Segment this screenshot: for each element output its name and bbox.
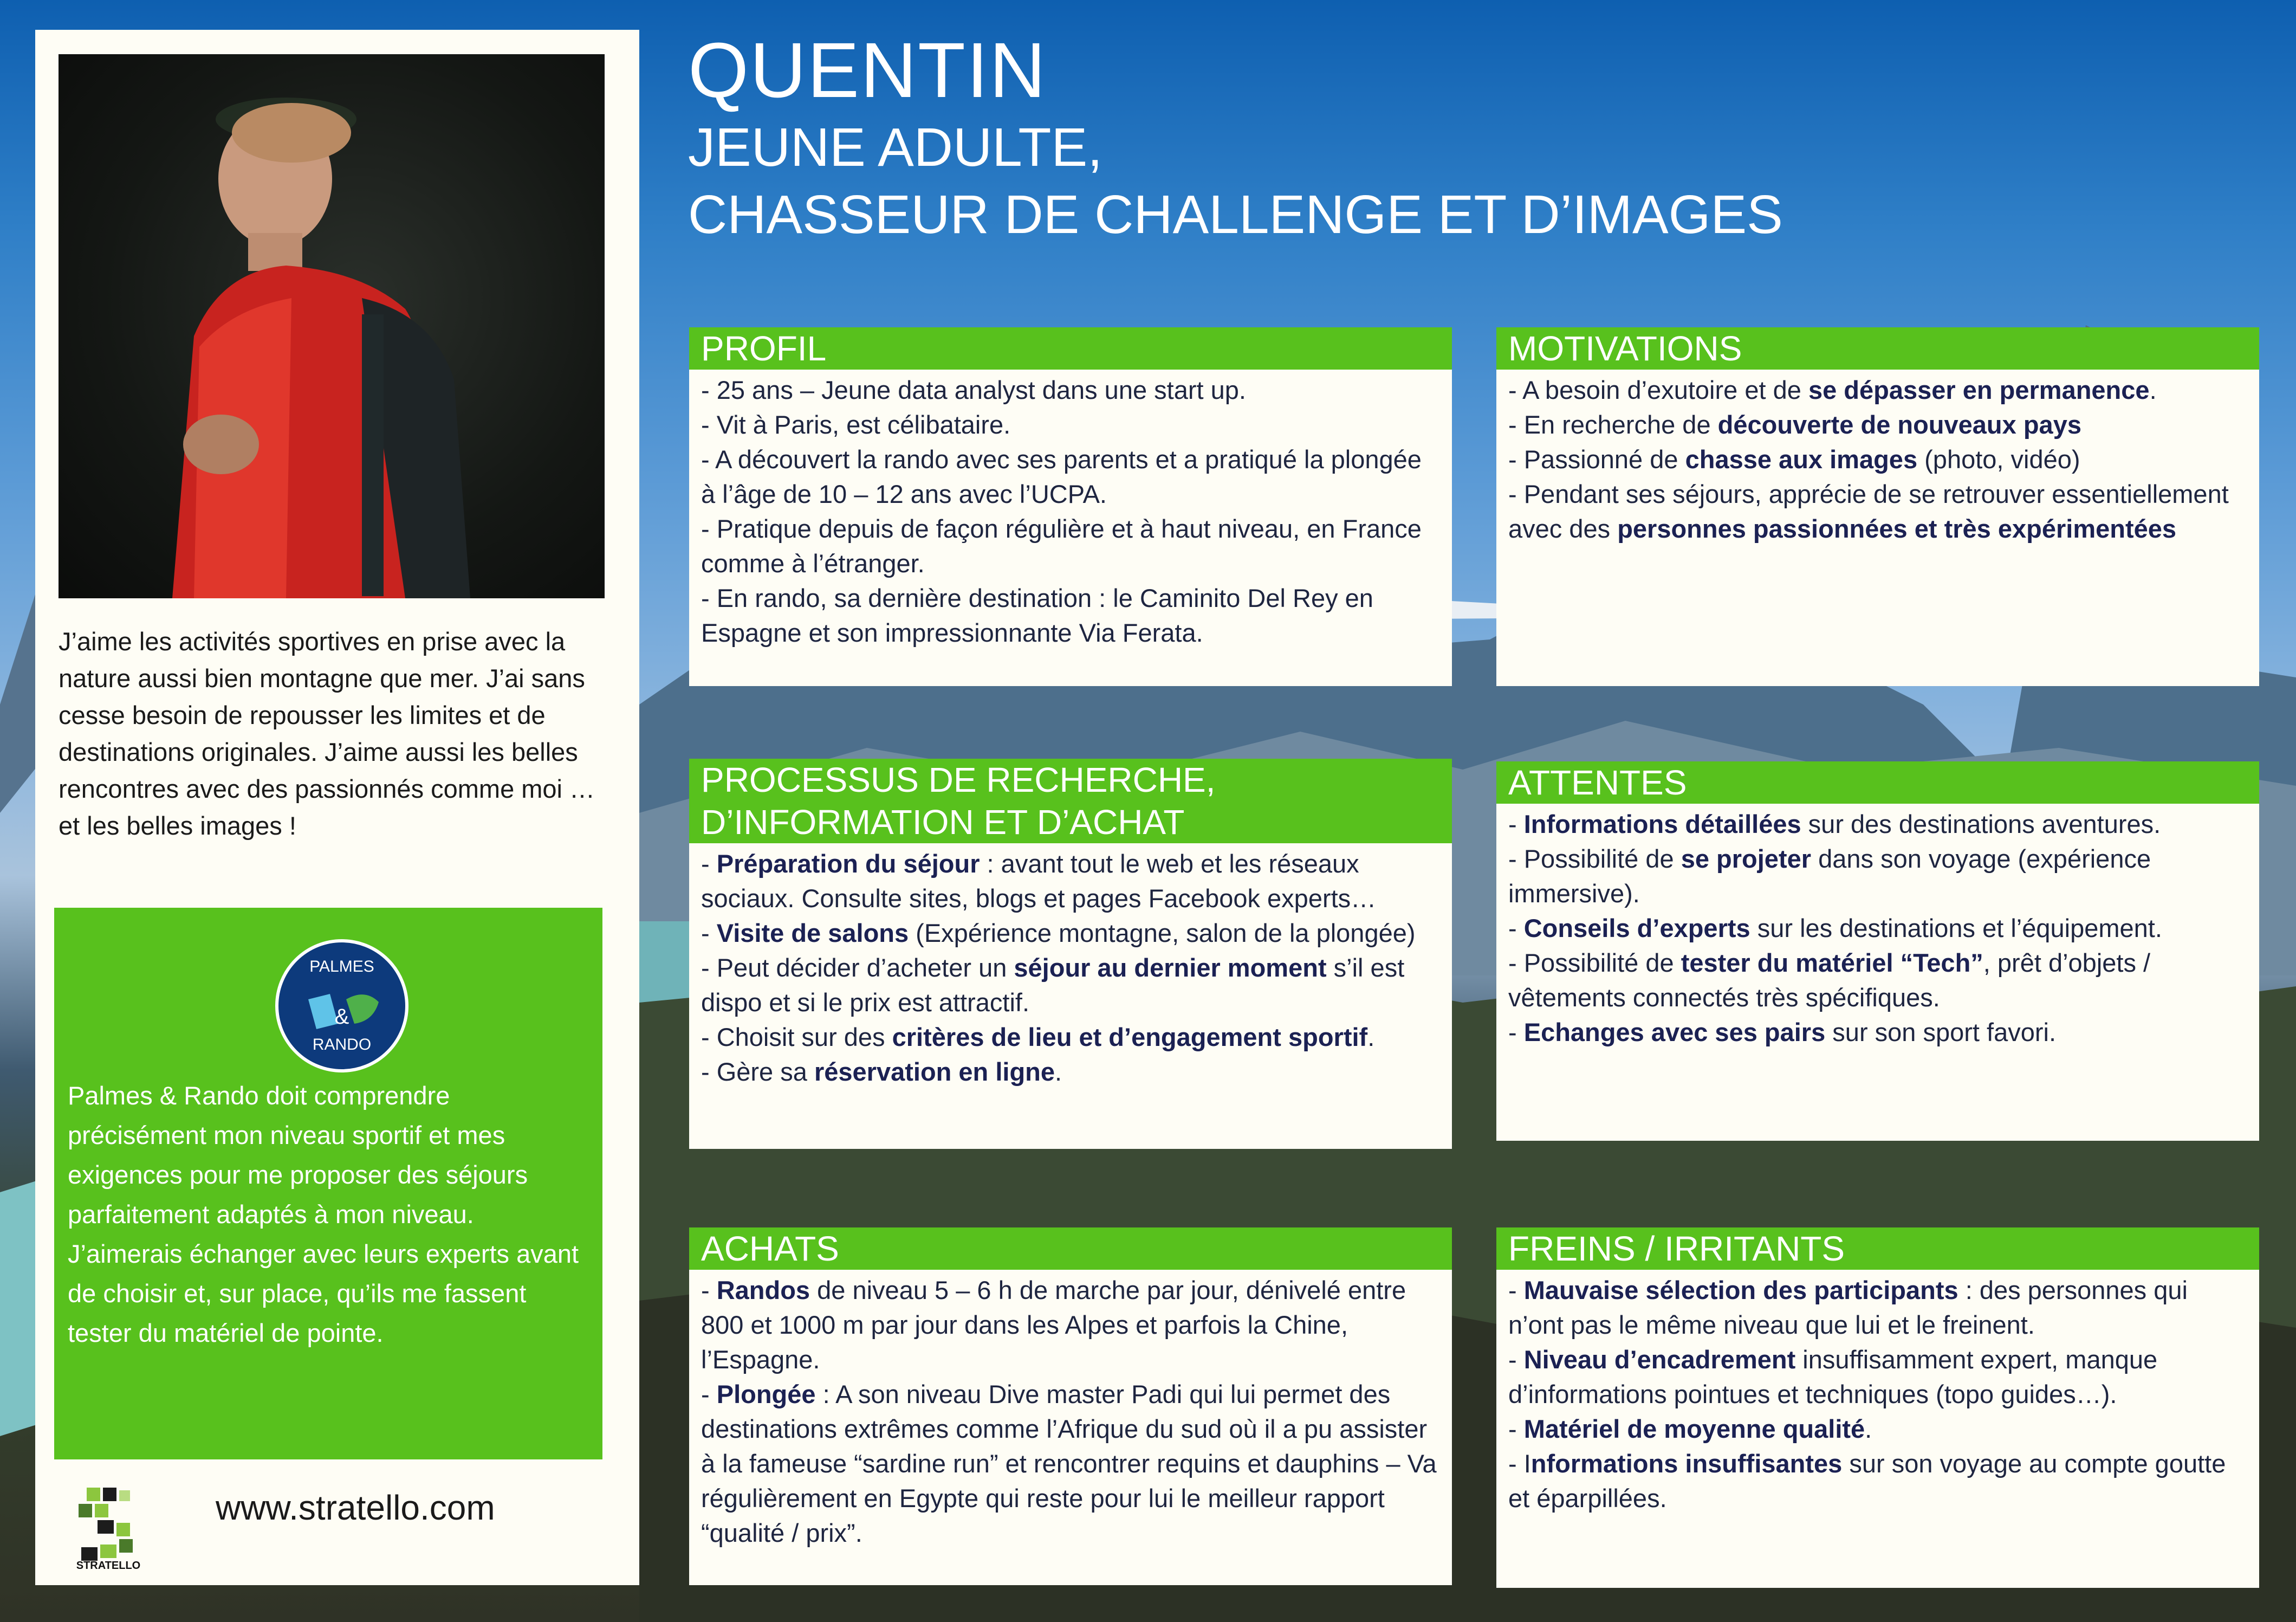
card-achats-body — [689, 1270, 1452, 1550]
card-motivations-title: MOTIVATIONS — [1496, 327, 2259, 370]
attente-item: - Echanges avec ses pairs sur son sport favori. — [1508, 1018, 2057, 1046]
attente-item: - Possibilité de tester du matériel “Tech”, prêt d’objets / vêtements connectés très spécifiques. — [1508, 948, 2151, 1012]
profil-line: - Vit à Paris, est célibataire. — [701, 410, 1011, 439]
processus-item: - Visite de salons (Expérience montagne, salon de la plongée) — [701, 919, 1416, 947]
card-profil — [689, 327, 1452, 686]
card-achats — [689, 1227, 1452, 1585]
frein-item: - Matériel de moyenne qualité. — [1508, 1414, 1872, 1443]
profil-line: - A découvert la rando avec ses parents et a pratiqué la plongée à l’âge de 10 – 12 ans avec l’UCPA. — [701, 445, 1422, 508]
logo-ampersand: & — [334, 1005, 349, 1029]
motivation-item: - Passionné de chasse aux images (photo, vidéo) — [1508, 445, 2080, 474]
frein-item: - Mauvaise sélection des participants : des personnes qui n’ont pas le même niveau que lui et le freinent. — [1508, 1276, 2188, 1339]
processus-item: - Peut décider d’acheter un séjour au dernier moment s’il est dispo et si le prix est attractif. — [701, 953, 1405, 1017]
card-motivations-body — [1496, 370, 2259, 546]
card-attentes-body — [1496, 804, 2259, 1050]
persona-subtitle-line1: JEUNE ADULTE, — [688, 117, 1102, 178]
frein-item: - Informations insuffisantes sur son voyage au compte goutte et éparpillées. — [1508, 1449, 2226, 1513]
portrait-photo — [59, 54, 605, 598]
attente-item: - Possibilité de se projeter dans son voyage (expérience immersive). — [1508, 844, 2151, 908]
motivation-item: - Pendant ses séjours, apprécie de se retrouver essentiellement avec des personnes passionnées et très expérimentées — [1508, 480, 2229, 543]
profil-line: - Pratique depuis de façon régulière et à haut niveau, en France comme à l’étranger. — [701, 514, 1422, 578]
processus-item: - Choisit sur des critères de lieu et d’engagement sportif. — [701, 1023, 1375, 1051]
achat-item: - Plongée : A son niveau Dive master Padi qui lui permet des destinations extrêmes comme l’Afrique du sud où il a pu assister à la fameuse “sardine run” et rencontrer requins et dauphins – Va régulièrement en Egypte qui reste pour lui le meilleur rapport “qualité / prix”. — [701, 1380, 1437, 1547]
attente-item: - Conseils d’experts sur les destinations et l’équipement. — [1508, 914, 2162, 942]
card-freins — [1496, 1227, 2259, 1588]
card-attentes-title: ATTENTES — [1496, 761, 2259, 804]
processus-item: - Gère sa réservation en ligne. — [701, 1057, 1062, 1086]
card-freins-body — [1496, 1270, 2259, 1516]
brand-expectation-text: Palmes & Rando doit comprendre précisément mon niveau sportif et mes exigences pour me proposer des séjours parfaitement adaptés à mon niveau. J’aimerais échanger avec leurs experts avant de choisir et, sur place, qu’ils me fassent tester du matériel de pointe. — [68, 1081, 579, 1347]
processus-item: - Préparation du séjour : avant tout le web et les réseaux sociaux. Consulte sites, blogs et pages Facebook experts… — [701, 849, 1377, 913]
motivation-item: - A besoin d’exutoire et de se dépasser en permanence. — [1508, 376, 2157, 404]
stratello-brand-label: STRATELLO — [76, 1560, 141, 1572]
persona-quote: J’aime les activités sportives en prise avec la nature aussi bien montagne que mer. J’ai sans cesse besoin de repousser les limites et de destinations originales. J’aime aussi les belles rencontres avec des passionnés comme moi … et les belles images ! — [59, 627, 595, 840]
website-url[interactable]: www.stratello.com — [216, 1488, 495, 1527]
card-processus — [689, 759, 1452, 1149]
profil-line: - 25 ans – Jeune data analyst dans une start up. — [701, 376, 1246, 404]
profil-line: - En rando, sa dernière destination : le Caminito Del Rey en Espagne et son impressionnante Via Ferata. — [701, 584, 1373, 647]
motivation-item: - En recherche de découverte de nouveaux pays — [1508, 410, 2081, 439]
logo-bottom-text: RANDO — [312, 1036, 372, 1054]
logo-top-text: PALMES — [309, 958, 374, 975]
card-profil-title: PROFIL — [689, 327, 1452, 370]
achat-item: - Randos de niveau 5 – 6 h de marche par jour, dénivelé entre 800 et 1000 m par jour dans les Alpes et parfois la Chine, l’Espagne. — [701, 1276, 1406, 1374]
card-freins-title: FREINS / IRRITANTS — [1496, 1227, 2259, 1270]
card-achats-title: ACHATS — [689, 1227, 1452, 1270]
card-attentes — [1496, 761, 2259, 1141]
card-processus-title: PROCESSUS DE RECHERCHE, D’INFORMATION ET D’ACHAT — [689, 759, 1452, 843]
persona-title — [688, 27, 1783, 248]
persona-subtitle-line2: CHASSEUR DE CHALLENGE ET D’IMAGES — [688, 184, 1783, 245]
attente-item: - Informations détaillées sur des destinations aventures. — [1508, 810, 2161, 838]
frein-item: - Niveau d’encadrement insuffisamment expert, manque d’informations pointues et techniques (topo guides…). — [1508, 1345, 2158, 1408]
persona-name: QUENTIN — [688, 27, 1047, 114]
card-processus-body — [689, 843, 1452, 1089]
card-motivations — [1496, 327, 2259, 686]
palmes-rando-logo — [275, 939, 408, 1072]
card-profil-body — [689, 370, 1452, 650]
hiker-silhouette — [59, 54, 605, 598]
